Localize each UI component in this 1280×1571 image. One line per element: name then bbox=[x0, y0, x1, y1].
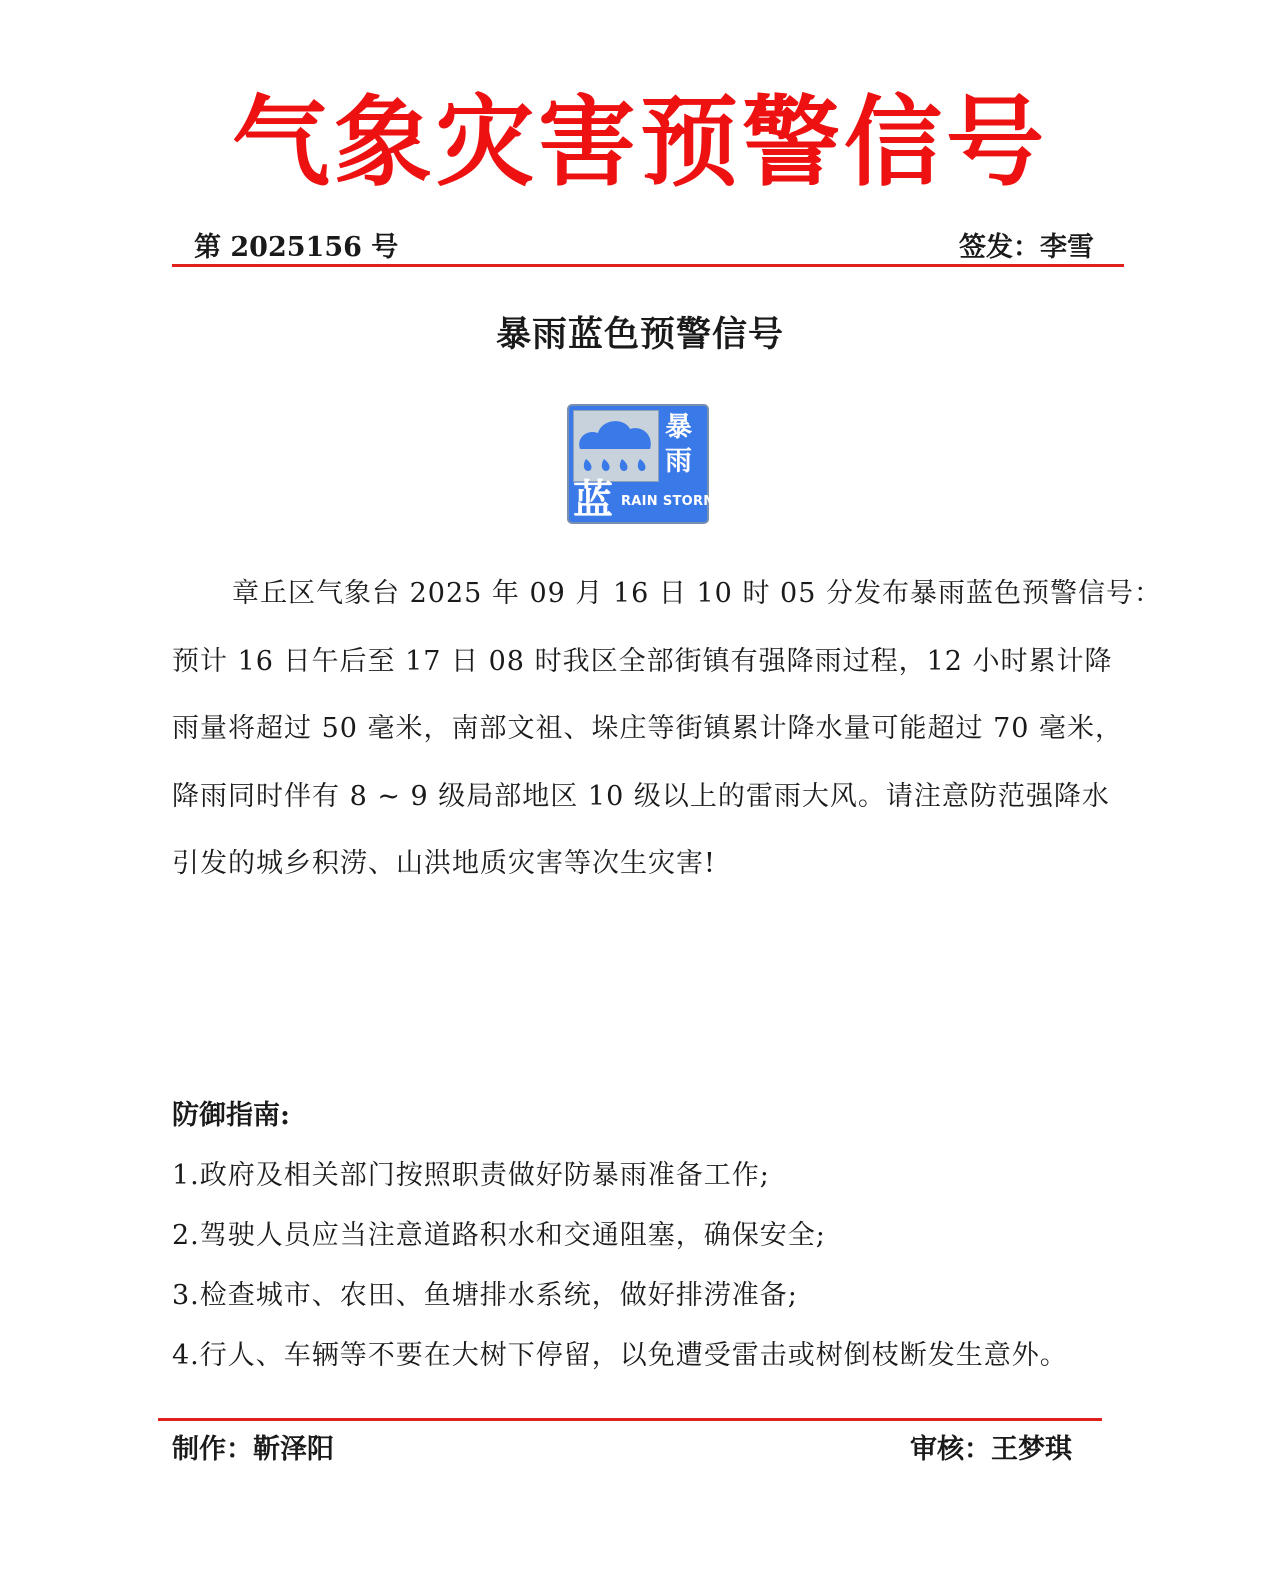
body-line: 引发的城乡积涝、山洪地质灾害等次生灾害! bbox=[172, 848, 716, 879]
body-line: 预计 16 日午后至 17 日 08 时我区全部街镇有强降雨过程，12 小时累计降 bbox=[172, 645, 1113, 677]
cloud-rain-icon bbox=[573, 410, 659, 482]
guide-item: 1.政府及相关部门按照职责做好防暴雨准备工作; bbox=[172, 1160, 770, 1191]
guide-item: 3.检查城市、农田、鱼塘排水系统，做好排涝准备; bbox=[172, 1280, 798, 1311]
header-divider bbox=[172, 264, 1124, 267]
signer: 签发：李雪 bbox=[959, 232, 1094, 263]
warning-subtitle: 暴雨蓝色预警信号 bbox=[495, 314, 784, 355]
document-number: 第 2025156 号 bbox=[194, 232, 399, 263]
rainstorm-blue-warning-icon bbox=[567, 404, 717, 524]
guide-item: 2.驾驶人员应当注意道路积水和交通阻塞，确保安全; bbox=[172, 1220, 826, 1251]
reviewer: 审核：王梦琪 bbox=[910, 1434, 1072, 1465]
footer-divider bbox=[158, 1418, 1102, 1421]
document-title: 气象灾害预警信号 bbox=[231, 86, 1048, 200]
body-line: 章丘区气象台 2025 年 09 月 16 日 10 时 05 分发布暴雨蓝色预警信号： bbox=[232, 578, 1162, 609]
maker: 制作：靳泽阳 bbox=[172, 1434, 334, 1465]
guide-item: 4.行人、车辆等不要在大树下停留，以免遭受雷击或树倒枝断发生意外。 bbox=[172, 1340, 1068, 1371]
body-line: 雨量将超过 50 毫米，南部文祖、垛庄等街镇累计降水量可能超过 70 毫米， bbox=[172, 713, 1124, 744]
guide-title: 防御指南: bbox=[172, 1100, 290, 1131]
icon-char-yu: 雨 bbox=[665, 446, 692, 477]
warning-body bbox=[172, 560, 1162, 898]
icon-english-label: RAIN STORM bbox=[621, 494, 717, 509]
icon-char-bao: 暴 bbox=[665, 412, 692, 443]
cloud-icon bbox=[574, 411, 658, 481]
body-line: 降雨同时伴有 8 ~ 9 级局部地区 10 级以上的雷雨大风。请注意防范强降水 bbox=[172, 780, 1110, 812]
icon-char-lan: 蓝 bbox=[573, 477, 613, 523]
